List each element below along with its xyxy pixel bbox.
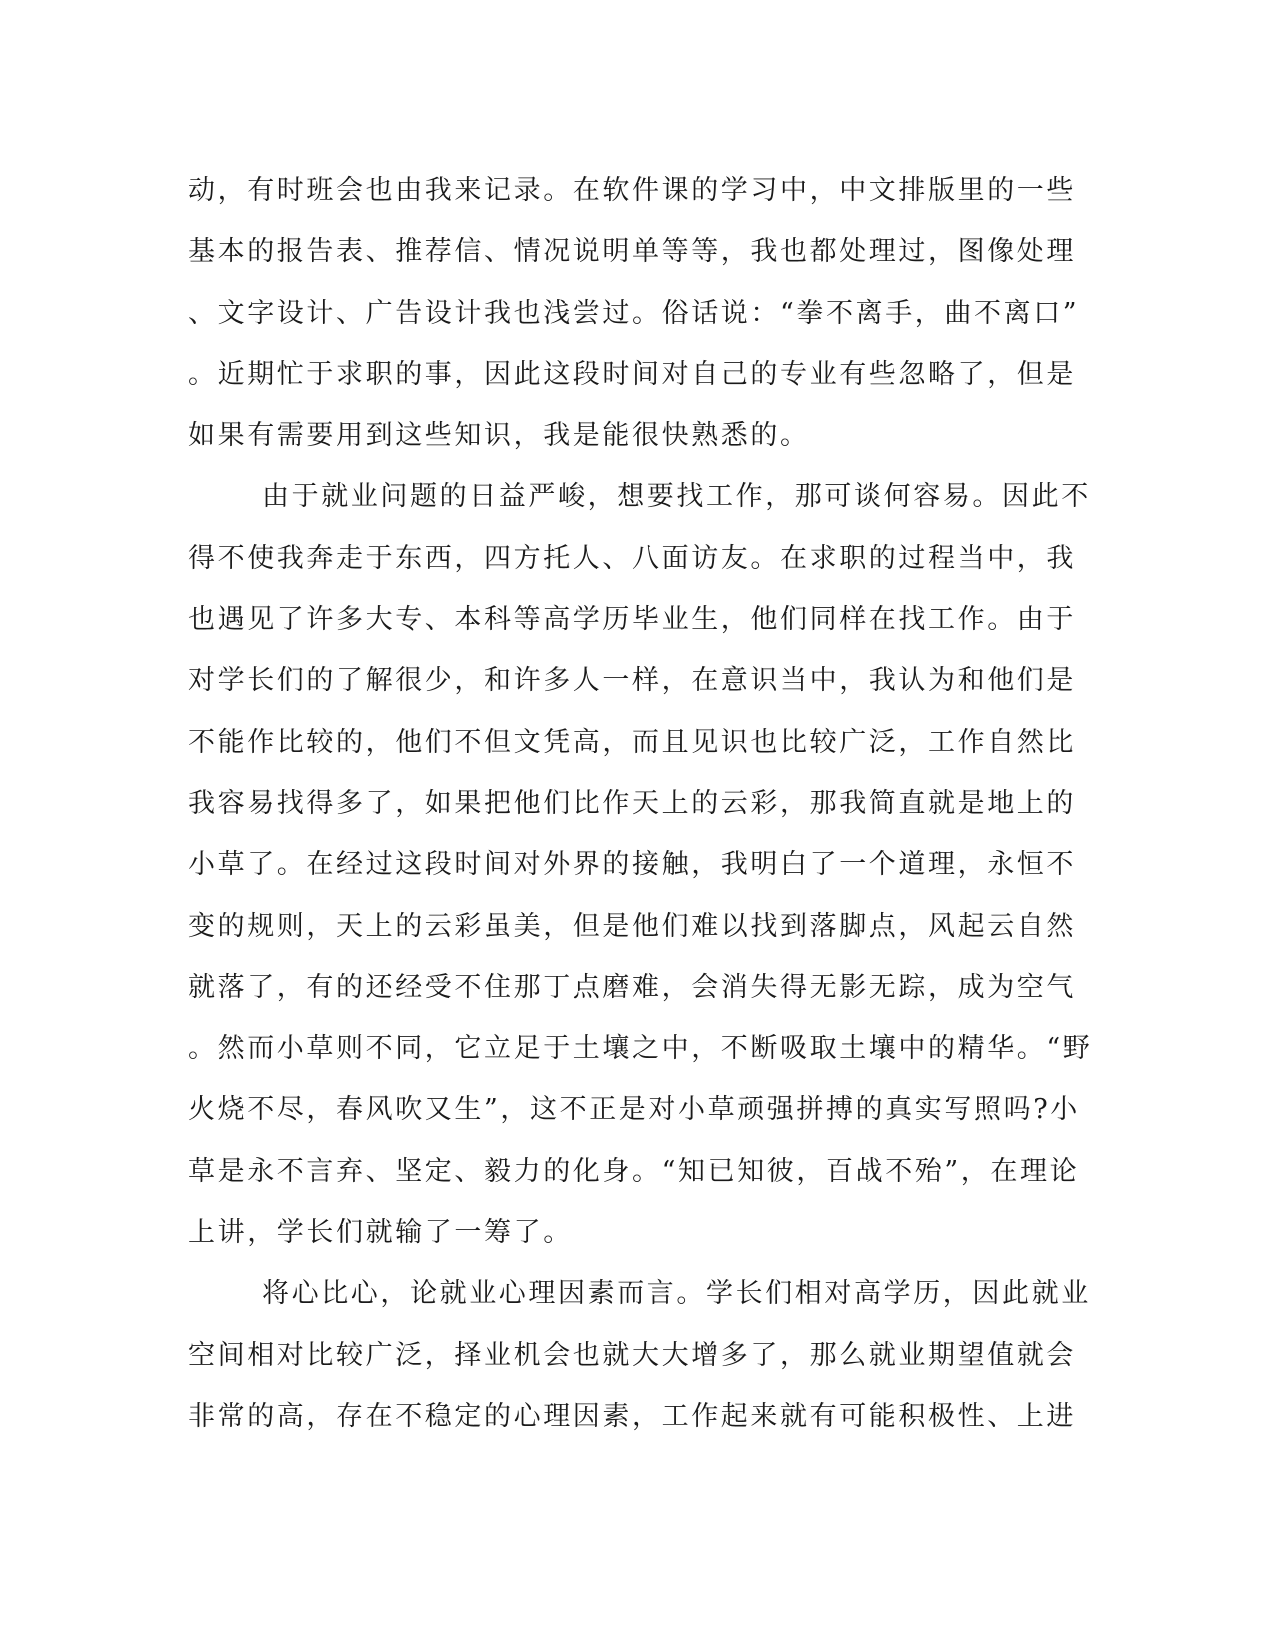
text-line: 小草了。在经过这段时间对外界的接触，我明白了一个道理，永恒不 [188, 849, 1076, 881]
text-line: 由于就业问题的日益严峻，想要找工作，那可谈何容易。因此不 [262, 481, 1091, 513]
text-line: 变的规则，天上的云彩虽美，但是他们难以找到落脚点，风起云自然 [188, 910, 1076, 942]
text-line: 将心比心，论就业心理因素而言。学长们相对高学历，因此就业 [262, 1278, 1091, 1310]
text-line: 动，有时班会也由我来记录。在软件课的学习中，中文排版里的一些 [188, 175, 1076, 206]
text-line: 上讲，学长们就输了一筹了。 [188, 1217, 573, 1249]
text-line: 不能作比较的，他们不但文凭高，而且见识也比较广泛，工作自然比 [188, 726, 1076, 758]
text-line: 、文字设计、广告设计我也浅尝过。俗话说：“拳不离手，曲不离口” [188, 297, 1080, 329]
text-line: 火烧不尽，春风吹又生”，这不正是对小草顽强拼搏的真实写照吗?小 [188, 1094, 1080, 1126]
document-body [188, 160, 1093, 1447]
text-line: 也遇见了许多大专、本科等高学历毕业生，他们同样在找工作。由于 [188, 604, 1076, 636]
text-line: 我容易找得多了，如果把他们比作天上的云彩，那我简直就是地上的 [188, 787, 1076, 819]
paragraph-1 [188, 160, 1088, 466]
text-line: 非常的高，存在不稳定的心理因素，工作起来就有可能积极性、上进 [188, 1400, 1076, 1432]
paragraph-2 [188, 466, 1093, 1263]
text-line: 草是永不言弃、坚定、毅力的化身。“知已知彼，百战不殆”，在理论 [188, 1155, 1080, 1187]
text-line: 就落了，有的还经受不住那丁点磨难，会消失得无影无踪，成为空气 [188, 971, 1076, 1003]
text-line: 如果有需要用到这些知识，我是能很快熟悉的。 [188, 420, 810, 452]
text-line: 基本的报告表、推荐信、情况说明单等等，我也都处理过，图像处理 [188, 236, 1076, 268]
text-line: 空间相对比较广泛，择业机会也就大大增多了，那么就业期望值就会 [188, 1339, 1076, 1371]
text-line: 对学长们的了解很少，和许多人一样，在意识当中，我认为和他们是 [188, 665, 1076, 697]
paragraph-3 [188, 1263, 1091, 1447]
text-line: 得不使我奔走于东西，四方托人、八面访友。在求职的过程当中，我 [188, 542, 1076, 574]
text-line: 。然而小草则不同，它立足于土壤之中，不断吸取土壤中的精华。“野 [188, 1033, 1093, 1065]
text-line: 。近期忙于求职的事，因此这段时间对自己的专业有些忽略了，但是 [188, 358, 1076, 390]
